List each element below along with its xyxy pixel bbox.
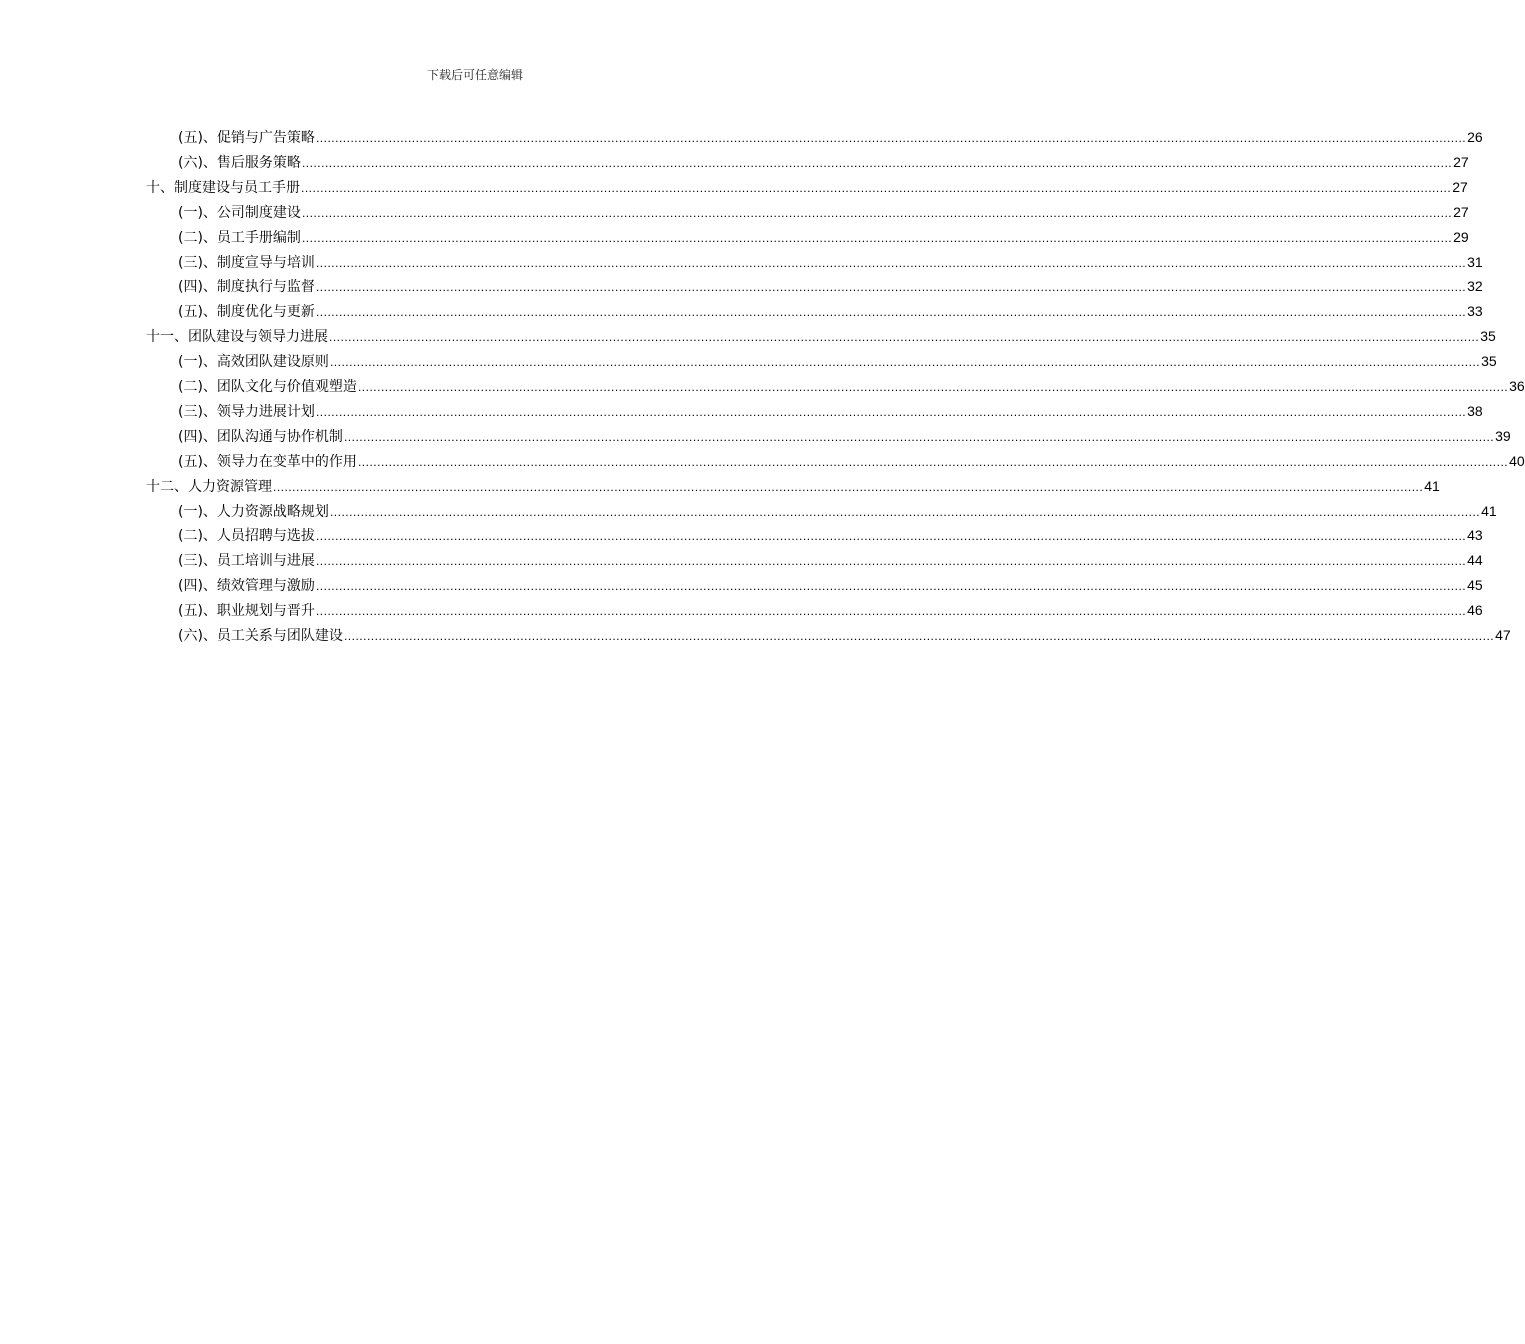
toc-entry-title: 十一、团队建设与领导力进展 (146, 329, 328, 346)
toc-entry-title: (一)、公司制度建设 (178, 204, 301, 221)
toc-section-entry[interactable] (178, 598, 1483, 623)
toc-entry-title: (三)、员工培训与进展 (178, 553, 315, 570)
toc-entry-title: 十二、人力资源管理 (146, 478, 272, 495)
toc-page-number: 45 (1467, 577, 1483, 594)
toc-section-entry[interactable] (178, 200, 1469, 225)
toc-dot-leader: ............................................................................................................................................................................................................................................................................................................ (315, 305, 1467, 320)
toc-page-number: 36 (1509, 378, 1525, 394)
toc-section-entry[interactable] (178, 523, 1483, 548)
toc-section-entry[interactable] (178, 150, 1469, 175)
toc-page-number: 27 (1452, 178, 1468, 195)
toc-dot-leader: ............................................................................................................................................................................................................................................................................................................ (329, 330, 1480, 345)
toc-page-number: 41 (1424, 477, 1440, 494)
toc-section-entry[interactable] (178, 250, 1483, 275)
toc-section-entry[interactable] (178, 573, 1483, 598)
toc-entry-title: (五)、促销与广告策略 (178, 130, 315, 146)
toc-chapter-entry[interactable] (146, 474, 1440, 499)
toc-entry-title: (六)、员工关系与团队建设 (178, 628, 343, 644)
toc-page-number: 46 (1467, 602, 1483, 619)
toc-section-entry[interactable] (178, 449, 1525, 474)
toc-entry-title: (二)、人员招聘与选拔 (178, 528, 315, 545)
toc-entry-title: (六)、售后服务策略 (178, 154, 301, 171)
toc-section-entry[interactable] (178, 299, 1483, 324)
toc-page-number: 27 (1453, 153, 1469, 170)
toc-page-number: 29 (1453, 228, 1469, 245)
toc-section-entry[interactable] (178, 225, 1469, 250)
toc-entry-title: (五)、职业规划与晋升 (178, 603, 315, 620)
page-header: 下载后可任意编辑 (426, 68, 523, 82)
toc-section-entry[interactable] (178, 623, 1511, 648)
toc-dot-leader: ............................................................................................................................................................................................................................................................................................................ (301, 230, 1453, 245)
toc-page-number: 39 (1495, 427, 1511, 444)
toc-dot-leader: ............................................................................................................................................................................................................................................................................................................ (315, 529, 1467, 544)
toc-page-number: 26 (1467, 129, 1483, 145)
toc-dot-leader: ............................................................................................................................................................................................................................................................................................................ (329, 355, 1481, 370)
toc-dot-leader: ............................................................................................................................................................................................................................................................................................................ (343, 629, 1495, 643)
toc-page-number: 31 (1467, 253, 1483, 270)
toc-section-entry[interactable] (178, 274, 1483, 299)
toc-section-entry[interactable] (178, 548, 1483, 573)
toc-dot-leader: ............................................................................................................................................................................................................................................................................................................ (315, 280, 1467, 295)
toc-entry-title: (一)、高效团队建设原则 (178, 354, 329, 371)
toc-chapter-entry[interactable] (146, 175, 1468, 200)
toc-section-entry[interactable] (178, 424, 1511, 449)
toc-page-number: 35 (1480, 328, 1496, 345)
toc-section-entry[interactable] (178, 499, 1497, 524)
toc-dot-leader: ............................................................................................................................................................................................................................................................................................................ (357, 380, 1509, 394)
toc-section-entry[interactable] (178, 374, 1525, 399)
toc-section-entry[interactable] (178, 349, 1497, 374)
toc-page-number: 47 (1495, 627, 1511, 643)
toc-dot-leader: ............................................................................................................................................................................................................................................................................................................ (315, 131, 1467, 145)
toc-entry-title: (二)、员工手册编制 (178, 229, 301, 246)
toc-entry-title: (四)、绩效管理与激励 (178, 578, 315, 595)
toc-entry-title: 十、制度建设与员工手册 (146, 179, 300, 196)
toc-dot-leader: ............................................................................................................................................................................................................................................................................................................ (315, 255, 1467, 270)
toc-dot-leader: ............................................................................................................................................................................................................................................................................................................ (315, 579, 1467, 594)
toc-dot-leader: ............................................................................................................................................................................................................................................................................................................ (315, 604, 1467, 619)
toc-dot-leader: ............................................................................................................................................................................................................................................................................................................ (301, 180, 1452, 195)
toc-entry-title: (四)、团队沟通与协作机制 (178, 428, 343, 445)
toc-entry-title: (五)、领导力在变革中的作用 (178, 453, 357, 470)
toc-dot-leader: ............................................................................................................................................................................................................................................................................................................ (301, 155, 1453, 170)
toc-dot-leader: ............................................................................................................................................................................................................................................................................................................ (273, 479, 1424, 494)
toc-page-number: 33 (1467, 303, 1483, 320)
toc-page-number: 41 (1481, 502, 1497, 519)
toc-page-number: 43 (1467, 527, 1483, 544)
toc-dot-leader: ............................................................................................................................................................................................................................................................................................................ (343, 429, 1495, 444)
toc-entry-title: (四)、制度执行与监督 (178, 279, 315, 296)
toc-dot-leader: ............................................................................................................................................................................................................................................................................................................ (315, 554, 1467, 569)
toc-section-entry[interactable] (178, 399, 1483, 424)
toc-entry-title: (五)、制度优化与更新 (178, 304, 315, 321)
toc-section-entry[interactable] (178, 125, 1483, 150)
toc-page-number: 40 (1509, 452, 1525, 469)
toc-page-number: 35 (1481, 353, 1497, 370)
toc-dot-leader: ............................................................................................................................................................................................................................................................................................................ (301, 205, 1453, 220)
toc-entry-title: (三)、领导力进展计划 (178, 403, 315, 420)
toc-page-number: 38 (1467, 402, 1483, 419)
toc-page-number: 32 (1467, 278, 1483, 295)
toc-page-number: 44 (1467, 552, 1483, 569)
toc-entry-title: (三)、制度宣导与培训 (178, 254, 315, 271)
toc-page-number: 27 (1453, 203, 1469, 220)
toc-dot-leader: ............................................................................................................................................................................................................................................................................................................ (315, 404, 1467, 419)
toc-chapter-entry[interactable] (146, 324, 1496, 349)
toc-entry-title: (一)、人力资源战略规划 (178, 503, 329, 520)
toc-dot-leader: ............................................................................................................................................................................................................................................................................................................ (329, 504, 1481, 519)
toc-dot-leader: ............................................................................................................................................................................................................................................................................................................ (357, 454, 1509, 469)
toc-entry-title: (二)、团队文化与价值观塑造 (178, 379, 357, 395)
